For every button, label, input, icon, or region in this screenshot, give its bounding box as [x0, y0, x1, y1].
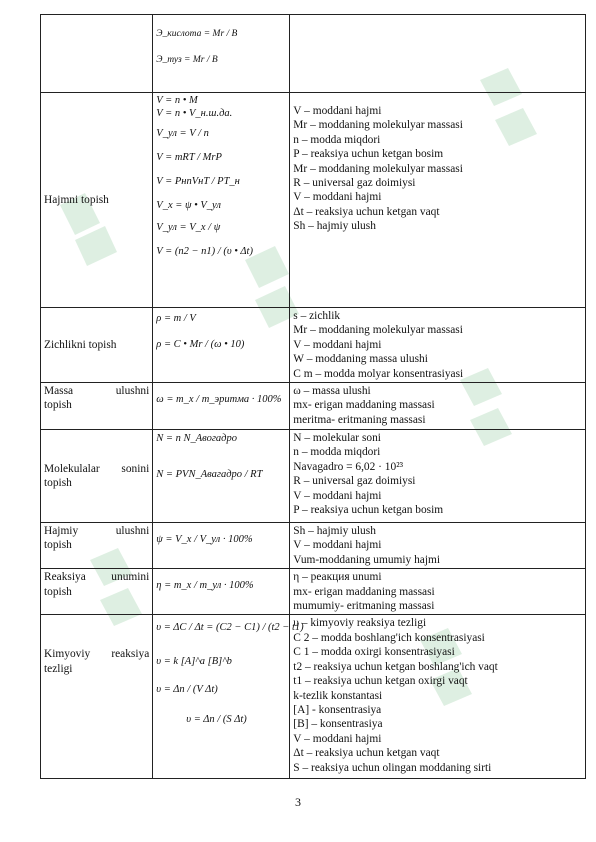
row-name: Hajmni topish: [41, 93, 153, 308]
formula-text: Э_кислота = Mr / B: [156, 29, 238, 39]
description-line: Mr – moddaning molekulyar massasi: [293, 324, 463, 337]
formula: ρ = C • Mr / (ω • 10): [156, 339, 245, 350]
description-line: P – reaksiya uchun ketgan bosim: [293, 504, 444, 517]
description-cell: [290, 308, 586, 383]
description-line: [B] – konsentrasiya: [293, 718, 383, 731]
formula: υ = k [A]^a [B]^b: [156, 656, 232, 668]
row-name: Kimyoviy reaksiya tezligi: [41, 615, 153, 779]
table-row: [41, 15, 586, 93]
row-name: Molekulalar sonini topish: [41, 430, 153, 523]
description-line: R – universal gaz doimiysi: [293, 177, 416, 190]
description-cell: [290, 383, 586, 430]
page-number: 3: [295, 795, 301, 809]
description-line: n – modda miqdori: [293, 446, 381, 459]
formula-cell: [153, 93, 290, 308]
formula: V = n • M: [156, 95, 198, 106]
description-line: W – moddaning massa ulushi: [293, 353, 428, 366]
description-line: V – moddani hajmi: [293, 105, 382, 117]
description-line: mx- erigan maddaning massasi: [293, 399, 435, 412]
description-line: P – reaksiya uchun ketgan bosim: [293, 148, 444, 161]
row-name: Hajmiy ulushni topish: [41, 523, 153, 569]
formula: V = n • V_н.ш.да.: [156, 108, 233, 119]
description-line: [A] - konsentrasiya: [293, 703, 382, 716]
formula: ω = m_x / m_эритма · 100%: [156, 394, 282, 406]
table-row: [41, 615, 586, 779]
description-line: N – molekular soni: [293, 432, 381, 445]
formula: V_ул = V_x / ψ: [156, 222, 221, 233]
formula: υ = ΔC / Δt = (C2 − C1) / (t2 − t1): [156, 622, 304, 634]
description-cell: [290, 430, 586, 523]
description-line: V – moddani hajmi: [293, 732, 382, 745]
description-line: η – реакция unumi: [293, 571, 382, 584]
formula: V_x = ψ • V_ул: [156, 200, 222, 211]
table-row: [41, 383, 586, 430]
formula-cell: [153, 15, 290, 93]
description-line: Mr – moddaning molekulyar massasi: [293, 162, 463, 175]
formula-table: [40, 14, 586, 779]
description-line: V – moddani hajmi: [293, 338, 382, 351]
description-line: Δt – reaksiya uchun ketgan vaqt: [293, 205, 440, 218]
description-line: Sh – hajmiy ulush: [293, 525, 376, 538]
formula: η = m_x / m_ул · 100%: [156, 580, 254, 592]
formula: υ = Δn / (V Δt): [156, 684, 218, 696]
description-line: k-tezlik konstantasi: [293, 689, 383, 702]
row-name: Reaksiya unumini topish: [41, 569, 153, 615]
description-line: mx- erigan maddaning massasi: [293, 585, 435, 598]
formula-cell: [153, 383, 290, 430]
description-line: R – universal gaz doimiysi: [293, 475, 416, 488]
description-line: Mr – moddaning molekulyar massasi: [293, 119, 463, 132]
formula-cell: [153, 430, 290, 523]
formula: ρ = m / V: [156, 313, 196, 324]
description-line: mumumiy- eritmaning massasi: [293, 600, 435, 613]
formula-cell: [153, 308, 290, 383]
formula: ψ = V_x / V_ул · 100%: [156, 534, 253, 546]
description-line: υ – kimyoviy reaksiya tezligi: [293, 617, 427, 630]
formula: V = PнnVнT / PT_н: [156, 176, 240, 187]
description-line: n – modda miqdori: [293, 133, 381, 146]
description-line: ω – massa ulushi: [293, 385, 371, 398]
formula: υ = Δn / (S Δt): [186, 714, 247, 726]
description-cell: [290, 15, 586, 93]
description-line: S – reaksiya uchun olingan moddaning sirti: [293, 761, 492, 774]
description-line: V – moddani hajmi: [293, 191, 382, 204]
table-row: [41, 93, 586, 308]
description-line: Δt – reaksiya uchun ketgan vaqt: [293, 747, 440, 760]
formula: V = (n2 − n1) / (υ • Δt): [156, 246, 253, 257]
description-line: C 1 – modda oxirgi konsentrasiyasi: [293, 646, 455, 659]
description-line: meritma- eritmaning massasi: [293, 413, 426, 426]
description-line: Vum-moddaning umumiy hajmi: [293, 553, 441, 566]
description-line: V – moddani hajmi: [293, 489, 382, 502]
row-name: Zichlikni topish: [41, 308, 153, 383]
description-line: C m – modda molyar konsentrasiyasi: [293, 367, 464, 380]
table-row: [41, 569, 586, 615]
row-name: Massa ulushni topish: [41, 383, 153, 430]
formula-table-page: [40, 14, 586, 779]
row-name: [41, 15, 153, 93]
formula: N = PVN_Авагадро / RT: [156, 469, 263, 481]
formula: V_ул = V / n: [156, 128, 209, 139]
table-row: [41, 308, 586, 383]
formula: V = mRT / MrP: [156, 152, 222, 163]
formula: [156, 54, 286, 66]
description-line: C 2 – modda boshlang'ich konsentrasiyasi: [293, 631, 485, 644]
formula-text: Э_туз = Mr / B: [156, 55, 218, 65]
formula-cell: [153, 523, 290, 569]
description-line: t2 – reaksiya uchun ketgan boshlang'ich vaqt: [293, 660, 498, 673]
description-line: t1 – reaksiya uchun ketgan oxirgi vaqt: [293, 675, 468, 688]
description-line: s – zichlik: [293, 310, 341, 322]
description-cell: [290, 615, 586, 779]
formula: N = n N_Авогадро: [156, 433, 237, 445]
table-row: [41, 430, 586, 523]
description-line: Navagadro = 6,02 · 10²³: [293, 460, 404, 473]
description-cell: [290, 93, 586, 308]
description-cell: [290, 523, 586, 569]
description-line: V – moddani hajmi: [293, 539, 382, 552]
description-cell: [290, 569, 586, 615]
table-row: [41, 523, 586, 569]
formula: [156, 28, 286, 40]
description-line: Sh – hajmiy ulush: [293, 220, 376, 233]
formula-cell: [153, 615, 304, 779]
formula-cell: [153, 569, 290, 615]
